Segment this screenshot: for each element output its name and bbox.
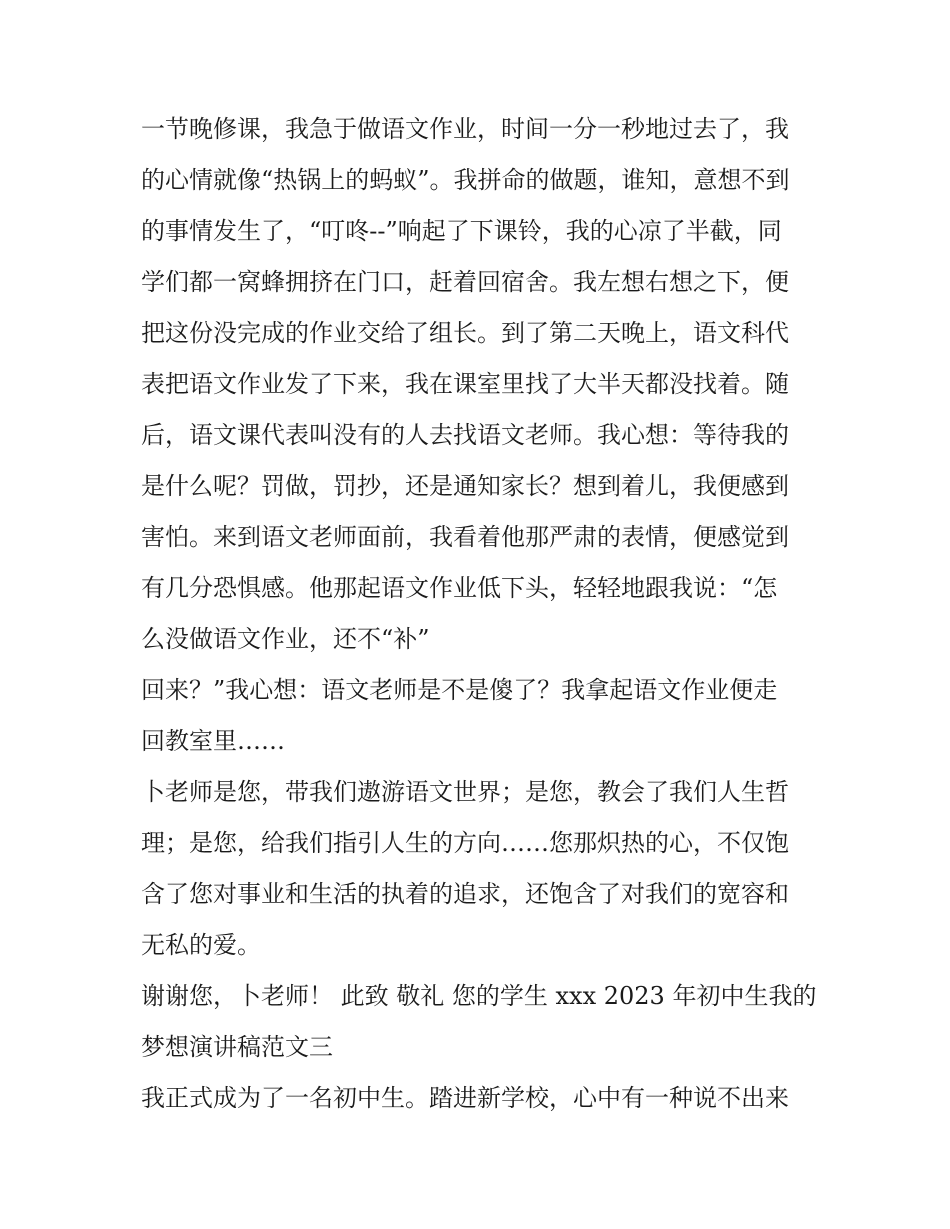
text-line: 么没做语文作业，还不“补” xyxy=(141,625,430,653)
text-line: 卜老师是您，带我们遨游语文世界；是您，教会了我们人生哲 xyxy=(141,778,789,806)
text-line: 害怕。来到语文老师面前，我看着他那严肃的表情，便感觉到 xyxy=(141,523,789,551)
text-line: 的事情发生了，“叮咚--”响起了下课铃，我的心凉了半截，同 xyxy=(141,217,782,245)
text-line: 梦想演讲稿范文三 xyxy=(141,1033,333,1061)
text-line: 的心情就像“热锅上的蚂蚁”。我拼命的做题，谁知，意想不到 xyxy=(141,166,790,194)
text-line: 回教室里…… xyxy=(141,727,285,755)
text-line: 一节晚修课，我急于做语文作业，时间一分一秒地过去了，我 xyxy=(141,115,789,143)
text-line: 表把语文作业发了下来，我在课室里找了大半天都没找着。随 xyxy=(141,370,789,398)
text-line: 学们都一窝蜂拥挤在门口，赶着回宿舍。我左想右想之下，便 xyxy=(141,268,789,296)
text-line: 理；是您，给我们指引人生的方向……您那炽热的心，不仅饱 xyxy=(141,829,789,857)
text-line: 后，语文课代表叫没有的人去找语文老师。我心想：等待我的 xyxy=(141,421,789,449)
text-line: 把这份没完成的作业交给了组长。到了第二天晚上，语文科代 xyxy=(141,319,789,347)
text-line: 无私的爱。 xyxy=(141,931,261,959)
text-line: 含了您对事业和生活的执着的追求，还饱含了对我们的宽容和 xyxy=(141,880,789,908)
text-line: 是什么呢？罚做，罚抄，还是通知家长？想到着儿，我便感到 xyxy=(141,472,789,500)
text-line: 有几分恐惧感。他那起语文作业低下头，轻轻地跟我说：“怎 xyxy=(141,574,778,602)
text-line: 谢谢您，卜老师！ 此致 敬礼 您的学生 xxx 2023 年初中生我的 xyxy=(141,982,817,1010)
text-line: 我正式成为了一名初中生。踏进新学校，心中有一种说不出来 xyxy=(141,1084,789,1112)
text-line: 回来？”我心想：语文老师是不是傻了？我拿起语文作业便走 xyxy=(141,676,778,704)
